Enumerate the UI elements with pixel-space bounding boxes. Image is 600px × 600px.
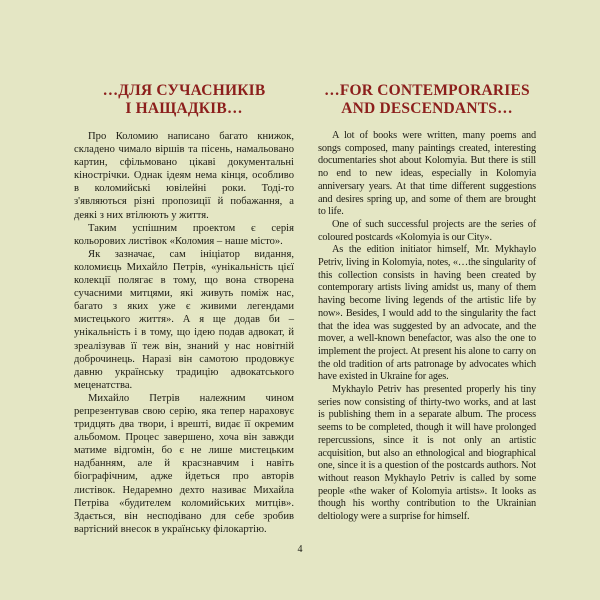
english-paragraph-4: Mykhaylo Petriv has presented properly his tiny series now consisting of thirty-two works, and at last is publishing them in a separate album. The process seems to be completed, though it will have prolonged repercussions, since it is not only an artistic acquisition, but also an ethnological and biographical one, since it is a question of the postcards authors. Not without reason Mykhaylo Petriv is called by some people «the waker of Kolomyia artists». It looks as though his worthy contribution to the Ukrainian deltiology were a surprise for himself. [318, 384, 536, 523]
ukrainian-column [74, 82, 294, 536]
ukrainian-body [74, 130, 294, 536]
english-paragraph-1: A lot of books were written, many poems and songs composed, many paintings created, interesting documentaries shot about Kolomyia. But there is still no end to new ideas, especially in Kolomyia anniversary years. At that time different suggestions and desires spring up, and some of them are brought to life. [318, 130, 536, 218]
english-body [318, 130, 536, 524]
ukrainian-paragraph-1: Про Коломию написано багато книжок, складено чимало віршів та пісень, намальовано картин, сфільмовано цікаві документальні кінострічки. Однак ідеям нема кінця, особливо в коломийські ювілейні роки. Тоді-то з'являються різні пропозиції й побажання, а деякі з них втілюють у життя. [74, 131, 294, 221]
english-heading [318, 82, 536, 118]
ukrainian-heading-line-2: І НАЩАДКІВ… [125, 100, 243, 117]
page-number: 4 [297, 544, 303, 555]
english-paragraph-2: One of such successful projects are the series of coloured postcards «Kolomyia is our City». [318, 218, 536, 243]
ukrainian-paragraph-4: Михайло Петрів належним чином репрезентував свою серію, яка тепер нараховує тридцять два твори, і врешті, видає її окремим альбомом. Процес завершено, хоча він завжди матиме відгомін, бо є не лише мистецьким надбанням, але й красзнавчим і навіть біографічним, адже йдеться про авторів листівок. Недаремно дехто називає Михайла Петріва «будителем коломийських митців». Здається, він несподівано для себе зробив вартісний внесок в українську філокартію. [74, 392, 294, 535]
english-heading-line-2: AND DESCENDANTS… [341, 100, 513, 117]
english-heading-line-1: …FOR CONTEMPORARIES [324, 82, 530, 99]
ukrainian-heading [74, 82, 294, 118]
ukrainian-heading-line-1: …ДЛЯ СУЧАСНИКІВ [102, 82, 266, 99]
ukrainian-paragraph-2: Таким успішним проектом є серія кольорових листівок «Коломия – наше місто». [74, 222, 294, 247]
english-paragraph-3: As the edition initiator himself, Mr. Mykhaylo Petriv, living in Kolomyia, notes, «…the singularity of this collection consists in having been created by contemporary artists living amidst us, many of them having become living legends of the artistic life by now». Besides, I would add to the singularity the fact that the idea was suggested by an advocate, and the mover, a well-known benefactor, was also the one to implement the project. At present his alone to carry on the old tradition of arts patronage by advocates which have existed in Ukraine for ages. [318, 244, 536, 383]
ukrainian-paragraph-3: Як зазначає, сам ініціатор видання, коломиєць Михайло Петрів, «унікальність цієї колекції полягає в тому, що вона створена сучасними митцями, які живуть поміж нас, багато з яких уже є живими легендами мистецького життя». А я ще додав би – унікальність і в тому, що ідею подав адвокат, й зреалізував її теж він, знаний у нас новітній доброчинець. Наразі він самотою продовжує давню українську традицію адвокатського меценатства. [74, 248, 294, 391]
english-column [318, 82, 536, 524]
